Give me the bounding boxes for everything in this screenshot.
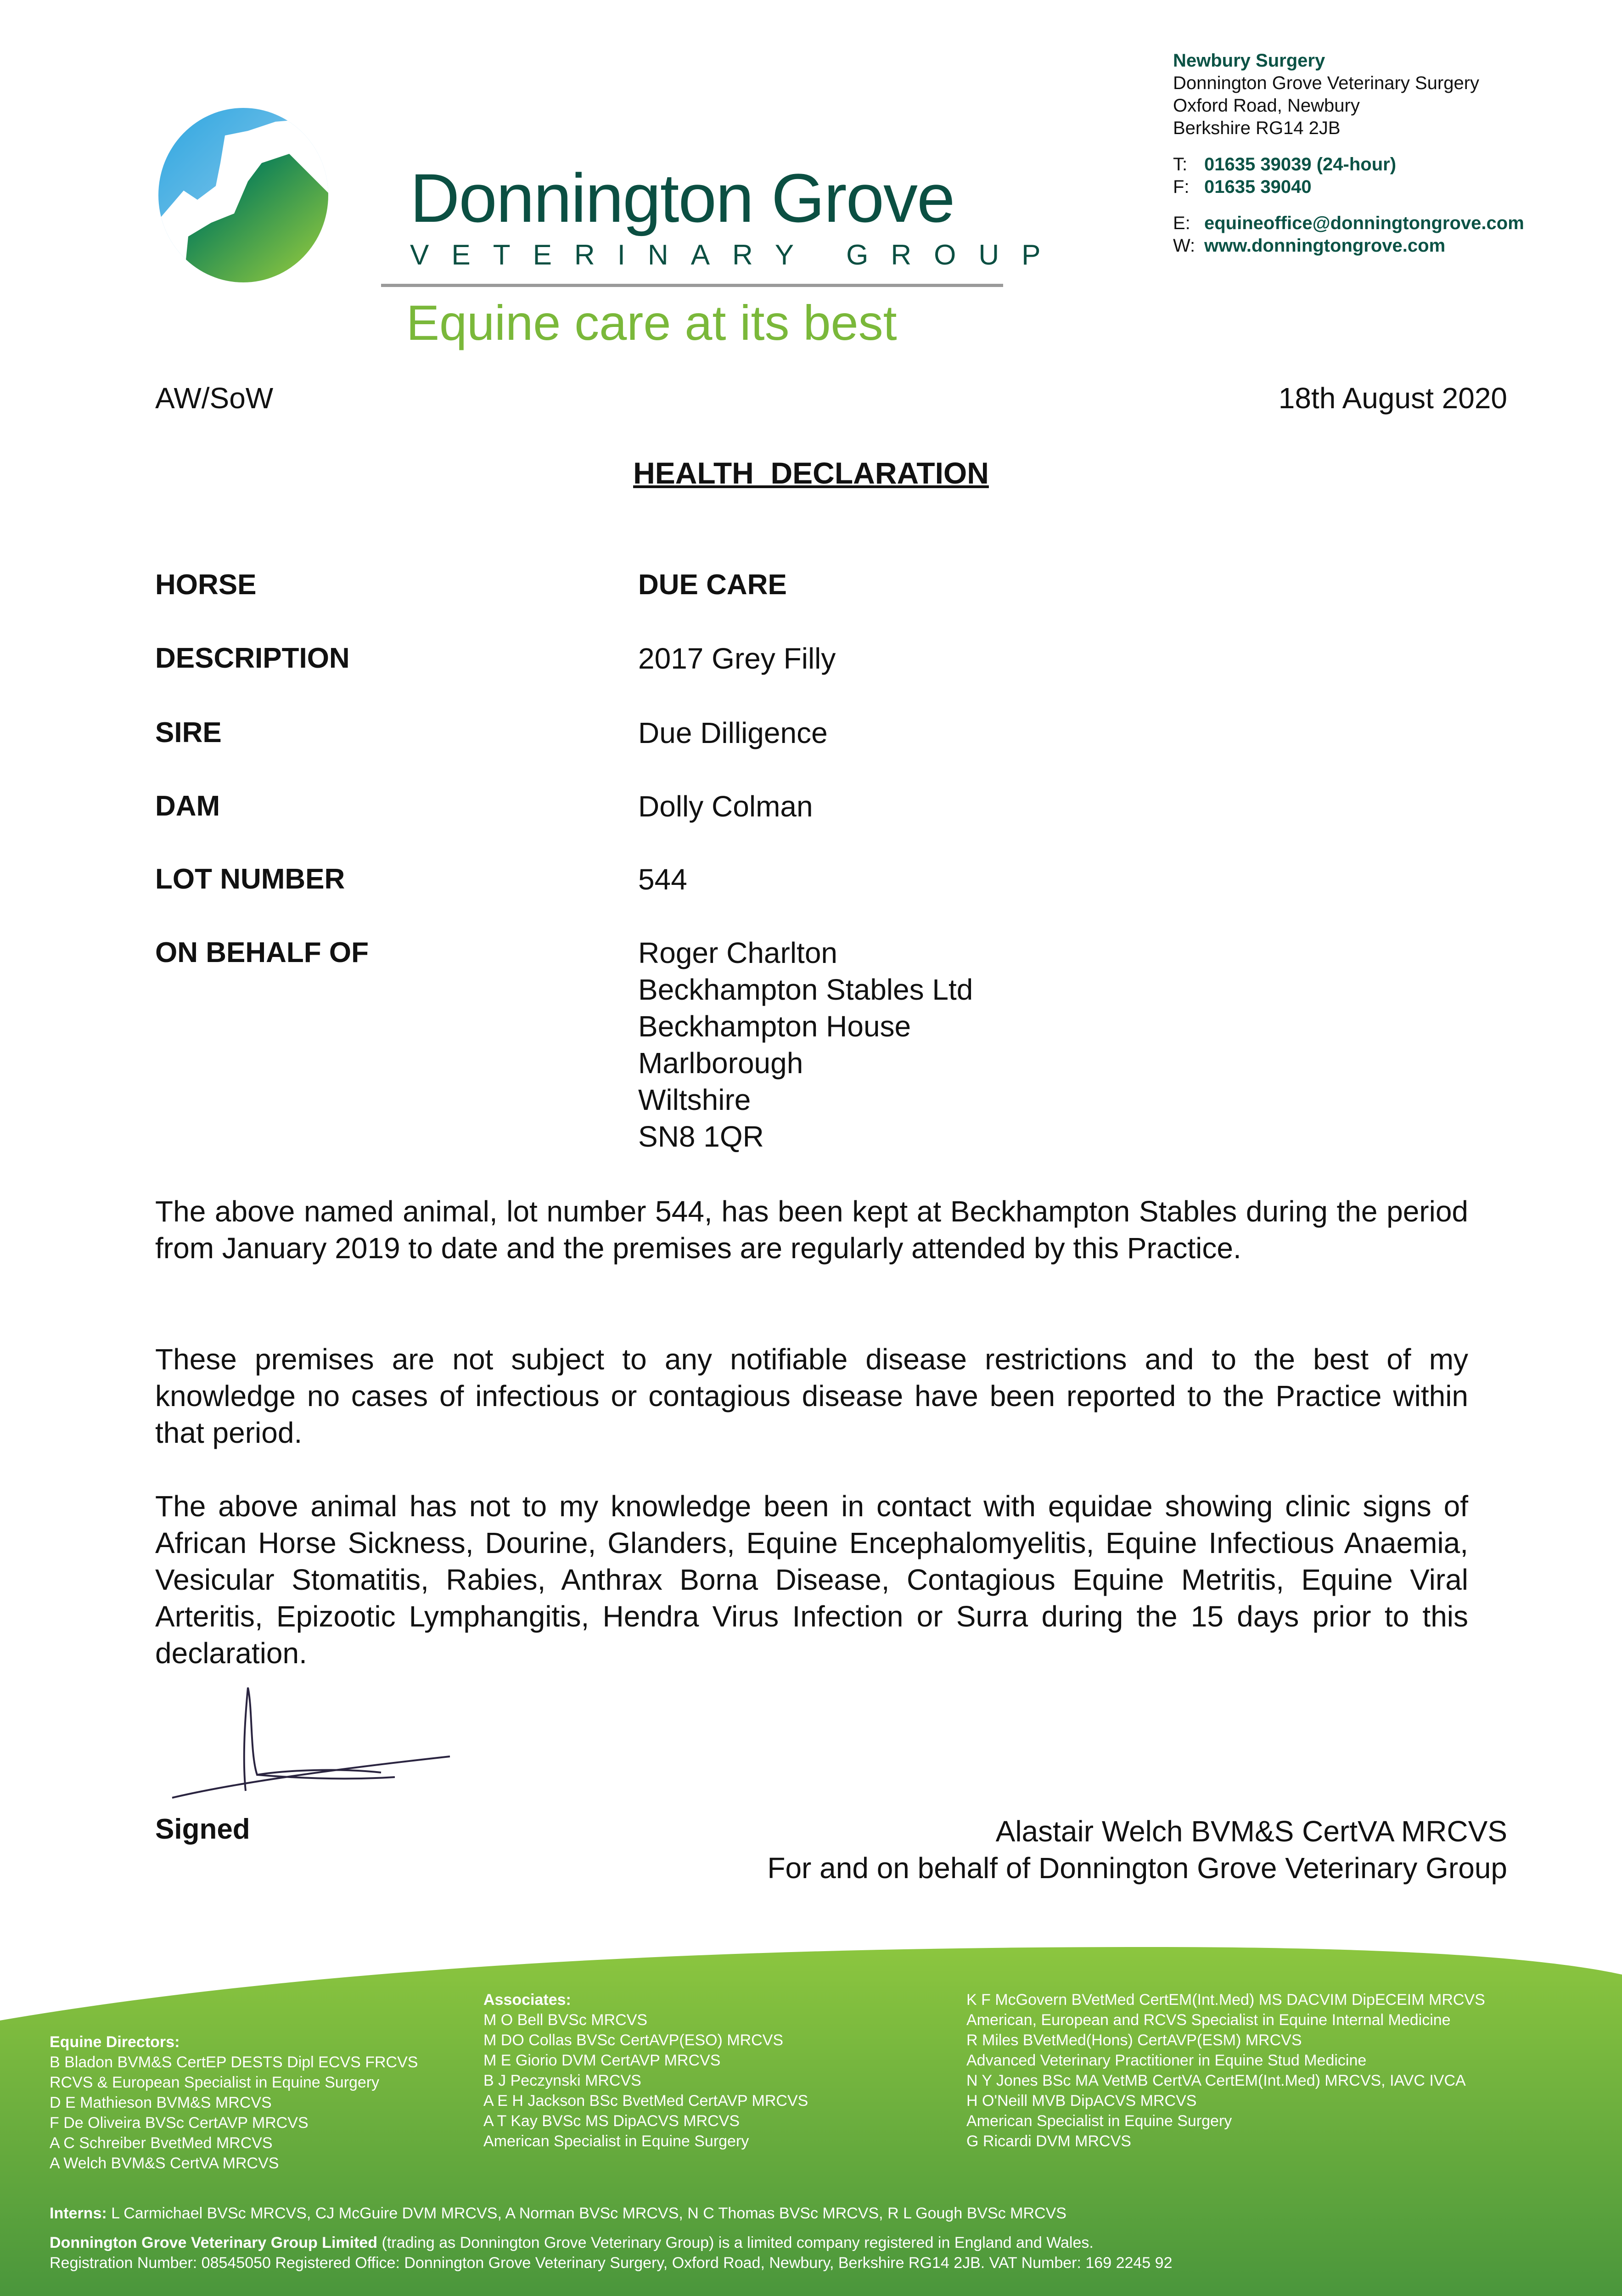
address-line: Wiltshire (638, 1083, 751, 1116)
field-value-description: 2017 Grey Filly (638, 642, 836, 675)
address-line: Marlborough (638, 1047, 803, 1080)
director: A C Schreiber BvetMed MRCVS (50, 2134, 273, 2152)
field-label-description: DESCRIPTION (155, 642, 350, 674)
fax-number: 01635 39040 (1204, 177, 1312, 197)
directors-heading: Equine Directors: (50, 2033, 180, 2051)
company-line (50, 2233, 1094, 2253)
director: F De Oliveira BVSc CertAVP MRCVS (50, 2114, 309, 2132)
address-line: SN8 1QR (638, 1120, 764, 1153)
letter-date: 18th August 2020 (1278, 382, 1507, 415)
address-line: Beckhampton Stables Ltd (638, 973, 973, 1006)
field-value-dam: Dolly Colman (638, 790, 813, 823)
email-link[interactable]: equineoffice@donningtongrove.com (1204, 213, 1524, 233)
associate: H O'Neill MVB DipACVS MRCVS (966, 2092, 1197, 2110)
surgery-name: Newbury Surgery (1173, 51, 1325, 71)
brand-divider (381, 284, 1003, 287)
registration-line: Registration Number: 08545050 Registered Office: Donnington Grove Veterinary Surgery, Oxford Road, Newbury, Berkshire RG14 2JB. VAT Number: 169 2245 92 (50, 2254, 1173, 2272)
associates-list (483, 1990, 808, 2151)
director: B Bladon BVM&S CertEP DESTS Dipl ECVS FRCVS (50, 2054, 418, 2071)
address-line: Oxford Road, Newbury (1173, 96, 1360, 116)
email-label: E: (1173, 213, 1190, 233)
phone-label: T: (1173, 154, 1188, 174)
signature-image (165, 1681, 459, 1805)
website-link[interactable]: www.donningtongrove.com (1204, 236, 1446, 256)
paragraph-diseases: The above animal has not to my knowledge been in contact with equidae showing clinic signs of African Horse Sickness, Dourine, Glanders, Equine Encephalomyelitis, Equine Infectious Anaemia, Vesicular Stomatitis, Rabies, Anthrax Borna Disease, Contagious Equine Metritis, Equine Viral Arteritis, Epizootic Lymphangitis, Hendra Virus Infection or Surra during the 15 days prior to this declaration. (155, 1490, 1468, 1670)
associate: K F McGovern BVetMed CertEM(Int.Med) MS DACVIM DipECEIM MRCVS (966, 1991, 1485, 2009)
document-title: HEALTH DECLARATION (633, 456, 989, 490)
brand-name: Donnington Grove (410, 159, 954, 236)
interns-list: L Carmichael BVSc MRCVS, CJ McGuire DVM MRCVS, A Norman BVSc MRCVS, N C Thomas BVSc MRCVS, R L Gough BVSc MRCVS (107, 2205, 1066, 2222)
field-value-on-behalf-of (638, 934, 973, 1155)
associate: G Ricardi DVM MRCVS (966, 2133, 1131, 2150)
associate: M O Bell BVSc MRCVS (483, 2011, 648, 2029)
phone-number[interactable]: 01635 39039 (24-hour) (1204, 154, 1397, 174)
associate: M DO Collas BVSc CertAVP(ESO) MRCVS (483, 2032, 784, 2049)
field-label-sire: SIRE (155, 717, 222, 748)
associates-list-2 (966, 1990, 1485, 2151)
field-value-lot-number: 544 (638, 863, 687, 896)
field-label-lot-number: LOT NUMBER (155, 863, 345, 895)
brand-tagline: Equine care at its best (406, 295, 897, 350)
associate: American Specialist in Equine Surgery (966, 2112, 1232, 2130)
logo-icon (156, 108, 331, 282)
reference: AW/SoW (155, 382, 274, 415)
field-value-horse: DUE CARE (638, 569, 787, 601)
director: A Welch BVM&S CertVA MRCVS (50, 2155, 279, 2172)
company-name: Donnington Grove Veterinary Group Limited (50, 2234, 378, 2251)
associates-heading: Associates: (483, 1991, 571, 2009)
contact-block (1173, 50, 1524, 257)
paragraph-premises: The above named animal, lot number 544, has been kept at Beckhampton Stables during the period from January 2019 to date and the premises are regularly attended by this Practice. (155, 1195, 1468, 1265)
paragraph-restrictions: These premises are not subject to any notifiable disease restrictions and to the best of my knowledge no cases of infectious or contagious disease have been reported to the Practice within that period. (155, 1343, 1468, 1449)
director: RCVS & European Specialist in Equine Surgery (50, 2074, 380, 2091)
associate: A T Kay BVSc MS DipACVS MRCVS (483, 2112, 740, 2130)
associate: N Y Jones BSc MA VetMB CertVA CertEM(Int.Med) MRCVS, IAVC IVCA (966, 2072, 1466, 2089)
signed-label: Signed (155, 1813, 250, 1845)
company-text: (trading as Donnington Grove Veterinary Group) is a limited company registered in England and Wales. (377, 2234, 1094, 2251)
address-line: Beckhampton House (638, 1010, 911, 1043)
associate: American, European and RCVS Specialist in Equine Internal Medicine (966, 2011, 1451, 2029)
signer-name: Alastair Welch BVM&S CertVA MRCVS (995, 1815, 1507, 1848)
address-line: Berkshire RG14 2JB (1173, 118, 1341, 138)
field-label-horse: HORSE (155, 569, 257, 601)
brand-subtitle: VETERINARY GROUP (410, 239, 1063, 271)
fax-label: F: (1173, 177, 1190, 197)
interns-line (50, 2203, 1066, 2223)
associate: A E H Jackson BSc BvetMed CertAVP MRCVS (483, 2092, 808, 2110)
associate: M E Giorio DVM CertAVP MRCVS (483, 2052, 721, 2069)
signer-block (767, 1813, 1507, 1886)
field-value-sire: Due Dilligence (638, 716, 828, 749)
web-label: W: (1173, 236, 1195, 256)
field-label-dam: DAM (155, 790, 220, 822)
address-line: Donnington Grove Veterinary Surgery (1173, 73, 1480, 93)
associate: American Specialist in Equine Surgery (483, 2133, 749, 2150)
associate: Advanced Veterinary Practitioner in Equine Stud Medicine (966, 2052, 1367, 2069)
interns-label: Interns: (50, 2205, 107, 2222)
directors-list (50, 2032, 418, 2173)
associate: B J Peczynski MRCVS (483, 2072, 641, 2089)
address-line: Roger Charlton (638, 936, 837, 969)
associate: R Miles BVetMed(Hons) CertAVP(ESM) MRCVS (966, 2032, 1302, 2049)
director: D E Mathieson BVM&S MRCVS (50, 2094, 272, 2111)
signer-role: For and on behalf of Donnington Grove Veterinary Group (767, 1851, 1507, 1885)
field-label-on-behalf-of: ON BEHALF OF (155, 937, 369, 968)
